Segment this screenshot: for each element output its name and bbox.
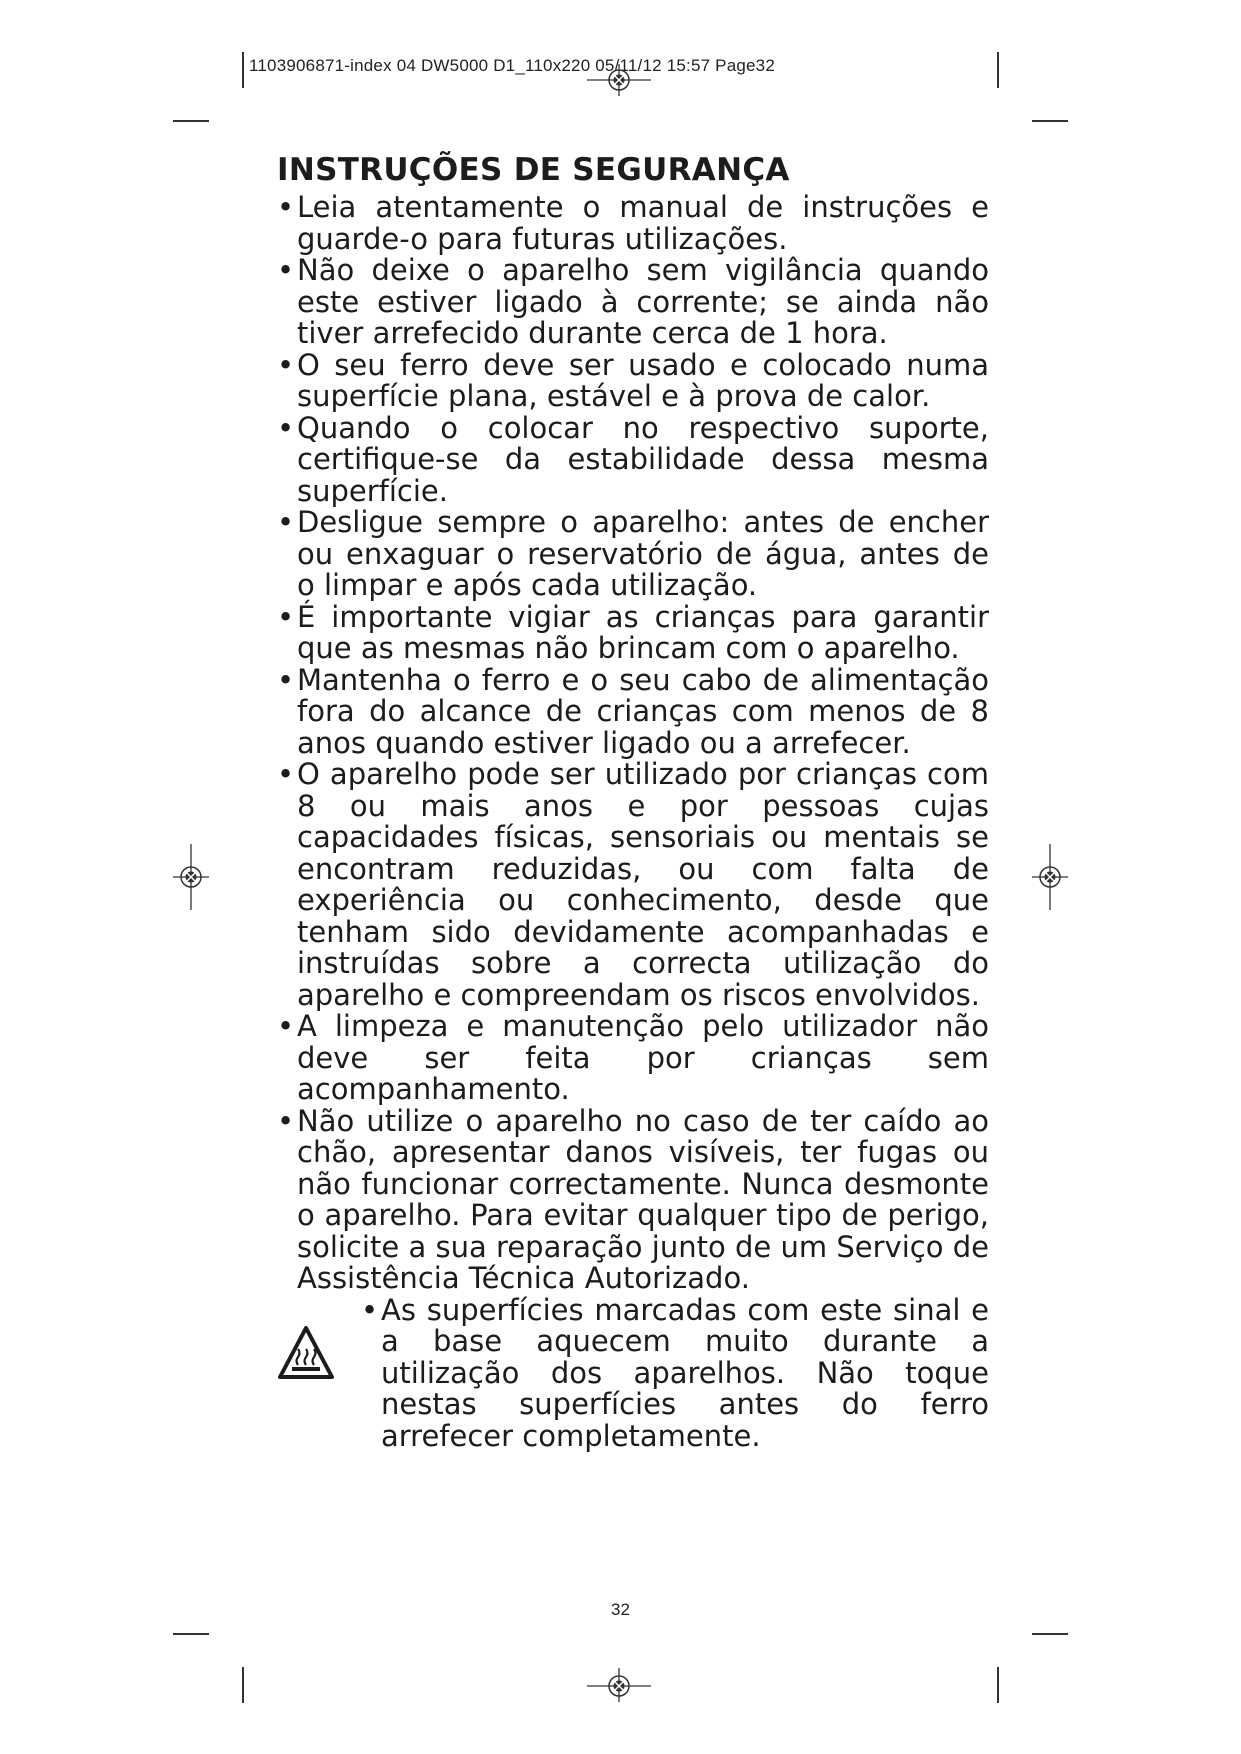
crop-mark [1032, 120, 1068, 122]
section-title: INSTRUÇÕES DE SEGURANÇA [277, 152, 790, 188]
registration-mark-icon [1032, 844, 1068, 910]
hot-surface-warning [277, 1292, 989, 1453]
warning-text: • As superfícies marcadas com este sinal e a base aquecem muito durante a utilização dos aparelhos. Não toque nestas superfícies antes do ferro arrefecer completamente. [361, 1295, 989, 1453]
list-item: • O aparelho pode ser utilizado por crianças com 8 ou mais anos e por pessoas cujas capacidades físicas, sensoriais ou mentais se encontram reduzidas, ou com falta de experiência ou conhecimento, desde que tenham sido devidamente acompanhadas e instruídas sobre a correcta utilização do aparelho e compreendam os riscos envolvidos. [277, 759, 989, 1011]
crop-mark [1032, 1633, 1068, 1635]
safety-section [277, 150, 989, 1452]
print-slug: 1103906871-index 04 DW5000 D1_110x220 05/11/12 15:57 Page32 [249, 56, 775, 75]
list-item: • A limpeza e manutenção pelo utilizador não deve ser feita por crianças sem acompanhamento. [277, 1011, 989, 1106]
list-item: • Quando o colocar no respectivo suporte, certifique-se da estabilidade dessa mesma superfície. [277, 413, 989, 508]
list-item: • Desligue sempre o aparelho: antes de encher ou enxaguar o reservatório de água, antes de o limpar e após cada utilização. [277, 507, 989, 602]
crop-mark [242, 52, 244, 88]
registration-mark-icon [173, 844, 209, 910]
safety-list [277, 192, 989, 1295]
list-item: • Não deixe o aparelho sem vigilância quando este estiver ligado à corrente; se ainda não tiver arrefecido durante cerca de 1 hora. [277, 255, 989, 350]
registration-mark-icon [587, 1668, 651, 1704]
hot-surface-warning-icon [277, 1325, 335, 1381]
list-item: • Mantenha o ferro e o seu cabo de alimentação fora do alcance de crianças com menos de 8 anos quando estiver ligado ou a arrefecer. [277, 665, 989, 760]
crop-mark [242, 1667, 244, 1703]
crop-mark [997, 52, 999, 88]
list-item: • Não utilize o aparelho no caso de ter caído ao chão, apresentar danos visíveis, ter fugas ou não funcionar correctamente. Nunca desmonte o aparelho. Para evitar qualquer tipo de perigo, solicite a sua reparação junto de um Serviço de Assistência Técnica Autorizado. [277, 1106, 989, 1295]
crop-mark [997, 1667, 999, 1703]
list-item: • É importante vigiar as crianças para garantir que as mesmas não brincam com o aparelho. [277, 602, 989, 665]
crop-mark [173, 120, 209, 122]
list-item: • Leia atentamente o manual de instruções e guarde-o para futuras utilizações. [277, 192, 989, 255]
crop-mark [173, 1633, 209, 1635]
page-number: 32 [611, 1600, 630, 1619]
list-item: • O seu ferro deve ser usado e colocado numa superfície plana, estável e à prova de calor. [277, 350, 989, 413]
